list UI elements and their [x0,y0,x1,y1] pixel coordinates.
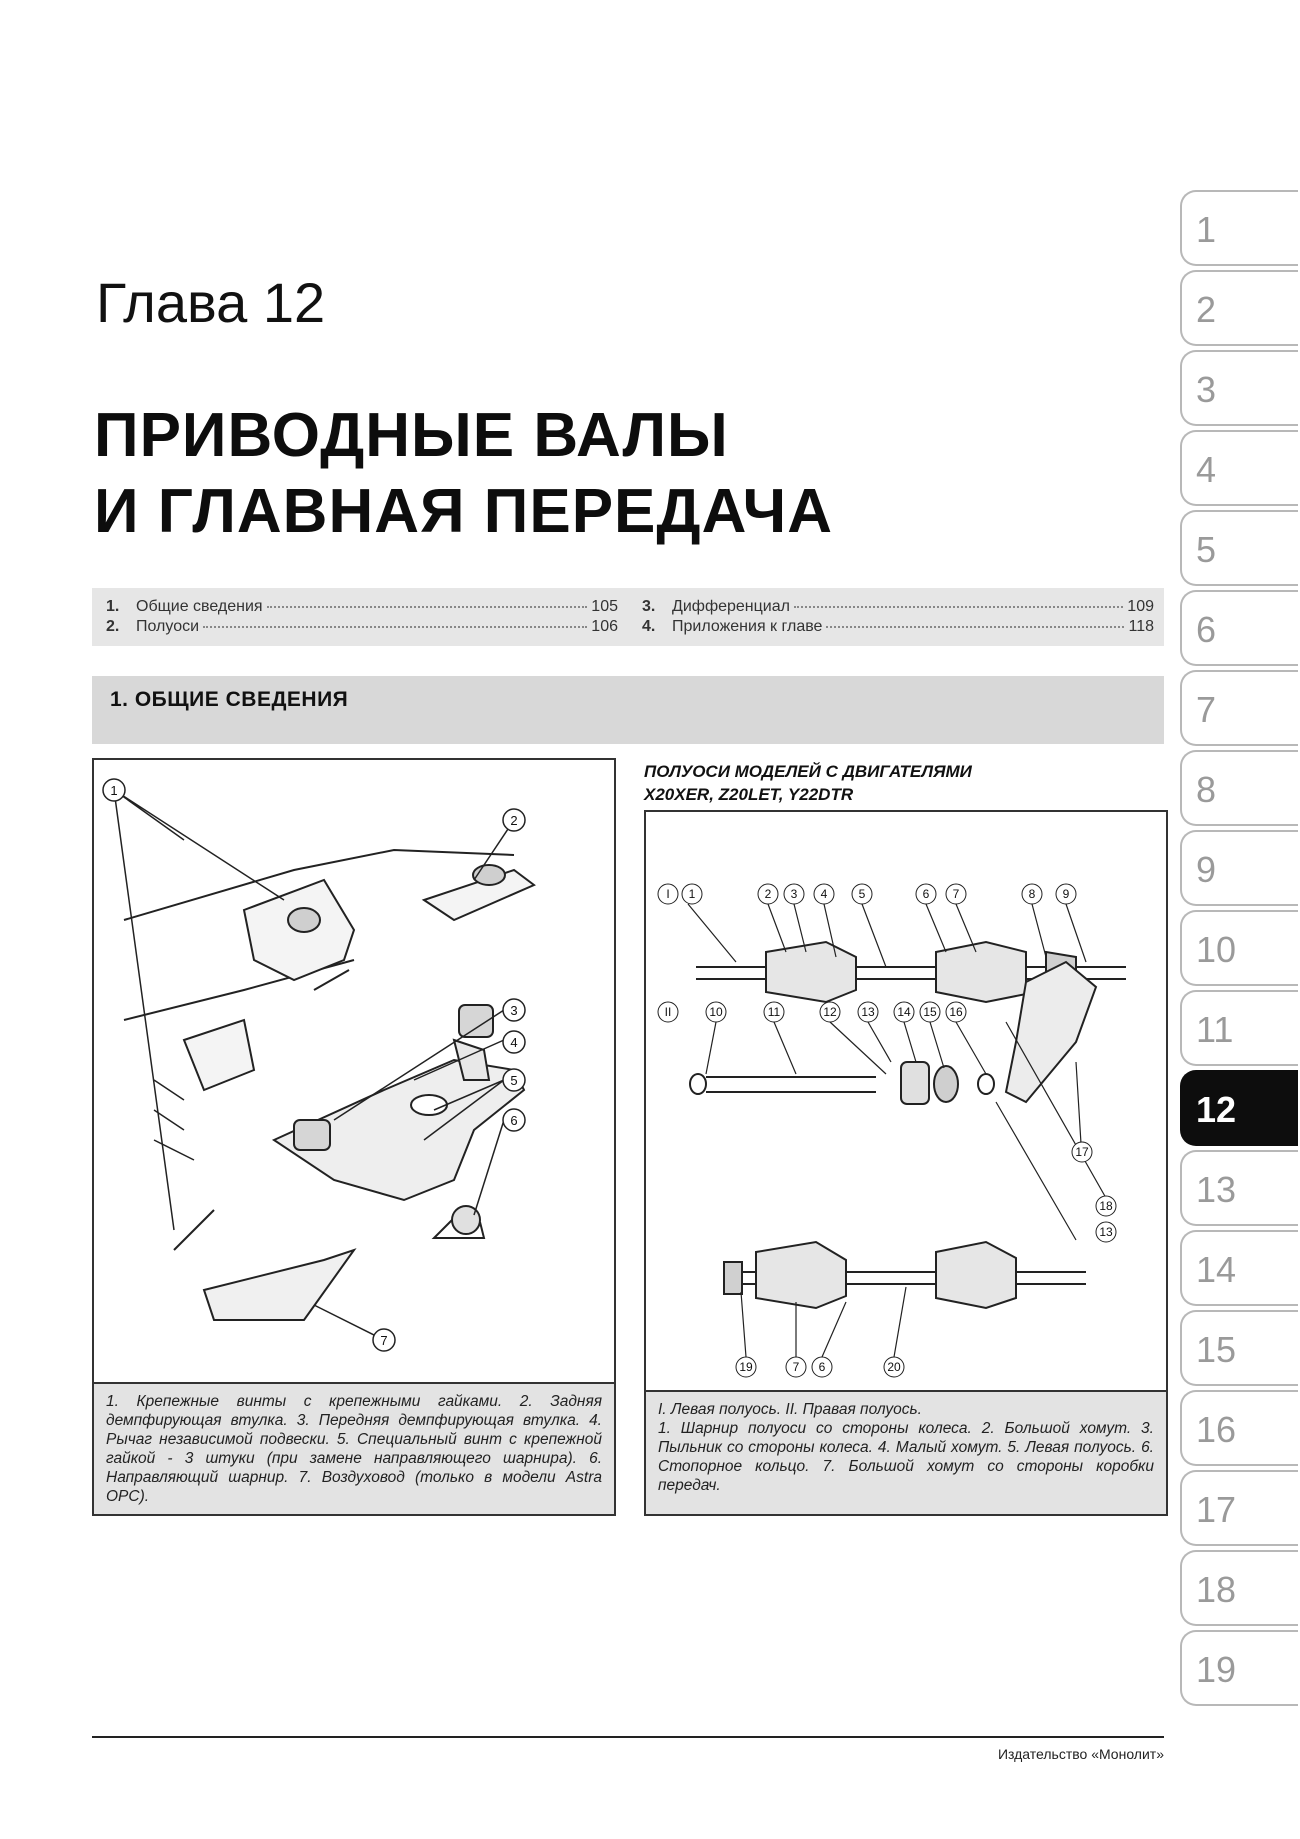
svg-text:20: 20 [887,1360,901,1374]
chapter-tab-4[interactable]: 4 [1180,430,1298,506]
svg-text:14: 14 [897,1005,911,1019]
outer-boot [766,942,856,1002]
toc-column-left [106,598,618,638]
chapter-tab-10[interactable]: 10 [1180,910,1298,986]
figure-title-line1: ПОЛУОСИ МОДЕЛЕЙ С ДВИГАТЕЛЯМИ [644,762,972,781]
svg-text:5: 5 [510,1073,518,1088]
callout [373,1329,395,1351]
callout [1096,1196,1116,1216]
toc-item-label: Общие сведения [136,598,263,615]
chapter-tab-11[interactable]: 11 [1180,990,1298,1066]
callout [858,1002,878,1022]
drive-shafts-drawing [646,812,1166,1388]
toc-leader-dots [267,606,588,608]
figure-drive-shafts [644,810,1168,1516]
callout [736,1357,756,1377]
callout [884,1357,904,1377]
callout [784,884,804,904]
callout [1096,1222,1116,1242]
svg-text:4: 4 [510,1035,518,1050]
chapter-tab-1[interactable]: 1 [1180,190,1298,266]
section-header [92,676,1164,744]
svg-text:3: 3 [790,887,798,901]
toc-column-right [642,598,1154,638]
callout [852,884,872,904]
svg-text:4: 4 [820,887,828,901]
svg-text:18: 18 [1099,1199,1113,1213]
chapter-title-line1: ПРИВОДНЫЕ ВАЛЫ [94,401,729,470]
chapter-title [94,398,833,550]
svg-text:12: 12 [823,1005,837,1019]
toc-item-label: Приложения к главе [672,618,823,635]
caption-text: 1. Крепежные винты с крепежными гайками. 2. Задняя демпфирующая втулка. 3. Передняя демпфирующая втулка. 4. Рычаг независимой подвески. 5. Специальный винт с крепежной гайкой - 3 штуки (при замене направляющего шарнира). 6. Направляющий шарнир. 7. Воздуховод (только в модели Astra OPC). [106,1393,602,1505]
caption-line1: I. Левая полуось. II. Правая полуось. [658,1401,922,1418]
callout [503,1031,525,1053]
chapter-tab-16[interactable]: 16 [1180,1390,1298,1466]
callout [103,779,125,801]
svg-text:10: 10 [709,1005,723,1019]
figure-title [644,760,1164,806]
toc-item-page: 118 [1128,618,1154,635]
chapter-title-line2: И ГЛАВНАЯ ПЕРЕДАЧА [94,477,833,546]
toc-leader-dots [203,626,587,628]
chapter-label: Глава 12 [96,271,326,334]
bolt [314,970,349,990]
svg-text:1: 1 [110,783,118,798]
callout [658,1002,678,1022]
figure-suspension-arm [92,758,616,1516]
svg-text:I: I [666,887,670,901]
toc-item-label: Полуоси [136,618,200,635]
callout [682,884,702,904]
toc-item[interactable] [106,598,618,618]
svg-text:7: 7 [952,887,960,901]
callout [758,884,778,904]
callout [946,1002,966,1022]
svg-text:17: 17 [1075,1145,1089,1159]
chapter-tab-3[interactable]: 3 [1180,350,1298,426]
callout [503,809,525,831]
suspension-arm-drawing [94,760,614,1380]
callout [1022,884,1042,904]
svg-text:1: 1 [688,887,696,901]
toc-leader-dots [794,606,1123,608]
toc-item-label: Дифференциал [672,598,790,615]
toc-item[interactable] [106,618,618,638]
chapter-tab-19[interactable]: 19 [1180,1630,1298,1706]
svg-text:3: 3 [510,1003,518,1018]
caption-text: 1. Шарнир полуоси со стороны колеса. 2. Большой хомут. 3. Пыльник со стороны колеса. 4. Малый хомут. 5. Левая полуось. 6. Стопорное кольцо. 7. Большой хомут со стороны коробки передач. [658,1420,1154,1494]
svg-text:6: 6 [922,887,930,901]
toc-item-page: 106 [591,618,618,635]
svg-text:2: 2 [510,813,518,828]
right-shaft [706,1077,876,1092]
callout [920,1002,940,1022]
svg-text:15: 15 [923,1005,937,1019]
svg-text:6: 6 [510,1113,518,1128]
section-title: 1. ОБЩИЕ СВЕДЕНИЯ [110,688,349,711]
svg-text:8: 8 [1028,887,1036,901]
chapter-tab-15[interactable]: 15 [1180,1310,1298,1386]
callout [1056,884,1076,904]
svg-text:II: II [664,1005,672,1019]
chapter-tab-17[interactable]: 17 [1180,1470,1298,1546]
callout [1072,1142,1092,1162]
callout [764,1002,784,1022]
publisher-label: Издательство «Монолит» [997,1746,1164,1762]
svg-text:2: 2 [764,887,772,901]
toc-item-page: 109 [1127,598,1154,615]
callout [706,1002,726,1022]
callout [820,1002,840,1022]
callout [658,884,678,904]
table-of-contents [92,588,1164,646]
figure-title-line2: X20XER, Z20LET, Y22DTR [644,785,854,804]
chapter-tab-18[interactable]: 18 [1180,1550,1298,1626]
chapter-tab-12[interactable]: 12 [1180,1070,1298,1146]
chapter-tab-7[interactable]: 7 [1180,670,1298,746]
callout [814,884,834,904]
toc-item[interactable] [642,598,1154,618]
inner-boot [936,942,1026,1002]
callout [812,1357,832,1377]
toc-item-number: 4. [642,618,656,635]
callout [786,1357,806,1377]
callout [503,1109,525,1131]
chapter-tab-13[interactable]: 13 [1180,1150,1298,1226]
svg-text:5: 5 [858,887,866,901]
callout [503,1069,525,1091]
footer-rule [92,1736,1164,1738]
svg-text:6: 6 [818,1360,826,1374]
figure-caption [94,1382,614,1514]
chapter-tab-14[interactable]: 14 [1180,1230,1298,1306]
chapter-tab-6[interactable]: 6 [1180,590,1298,666]
callout [503,999,525,1021]
svg-text:16: 16 [949,1005,963,1019]
toc-item[interactable] [642,618,1154,638]
figure-caption [646,1390,1166,1514]
chapter-tab-9[interactable]: 9 [1180,830,1298,906]
callout [894,1002,914,1022]
svg-text:9: 9 [1062,887,1070,901]
svg-text:7: 7 [792,1360,800,1374]
chapter-tab-2[interactable]: 2 [1180,270,1298,346]
chapter-tab-5[interactable]: 5 [1180,510,1298,586]
front-bushing [294,1120,330,1150]
toc-leader-dots [826,626,1124,628]
callout [946,884,966,904]
callout [916,884,936,904]
toc-item-number: 2. [106,618,120,635]
air-duct [204,1250,354,1320]
toc-item-page: 105 [591,598,618,615]
rear-bracket [184,1020,254,1090]
chapter-tab-8[interactable]: 8 [1180,750,1298,826]
svg-text:7: 7 [380,1333,388,1348]
svg-text:19: 19 [739,1360,753,1374]
toc-item-number: 1. [106,598,120,615]
toc-item-number: 3. [642,598,656,615]
svg-text:11: 11 [767,1005,781,1019]
svg-text:13: 13 [1099,1225,1113,1239]
svg-text:13: 13 [861,1005,875,1019]
